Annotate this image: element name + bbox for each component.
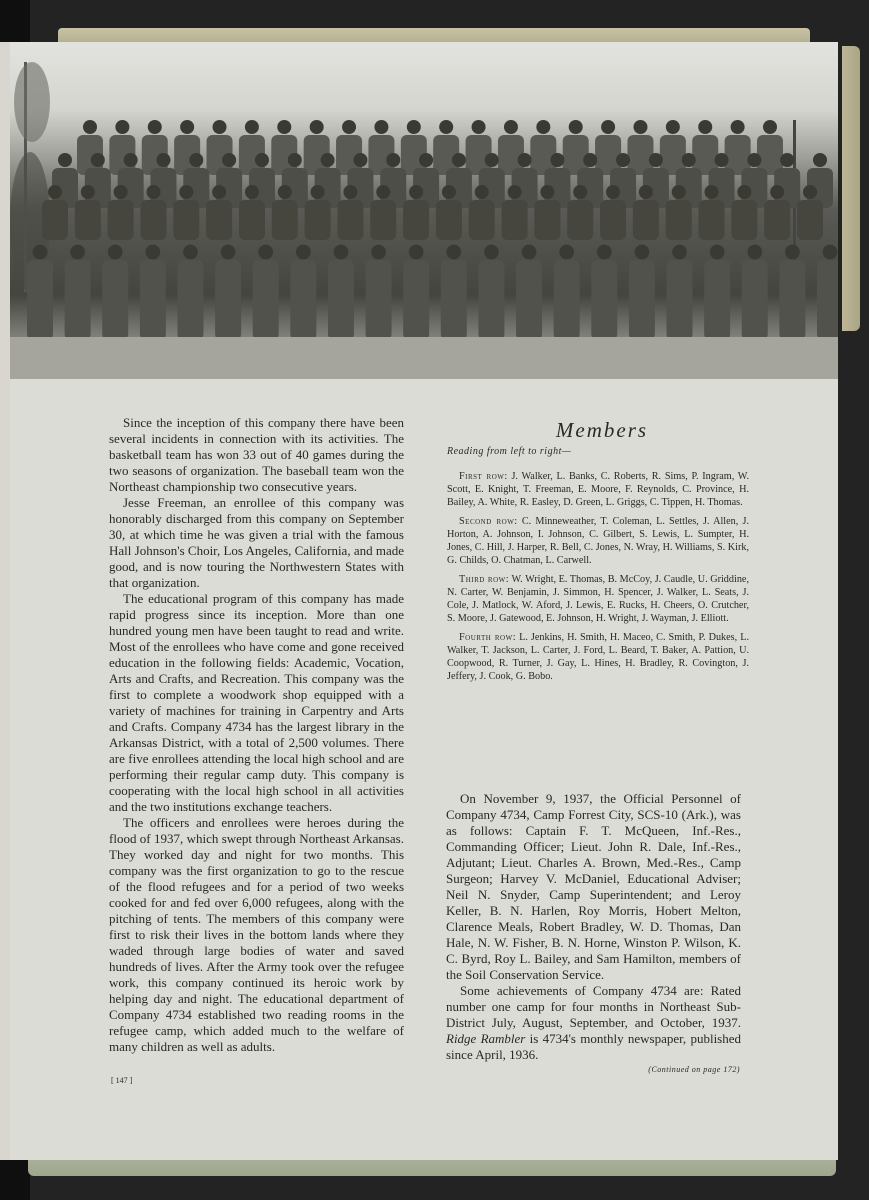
soldier-head bbox=[540, 185, 554, 199]
soldier-body bbox=[328, 260, 354, 340]
soldier-head bbox=[419, 153, 433, 167]
soldier-head bbox=[310, 120, 324, 134]
member-row-third bbox=[447, 573, 749, 625]
soldier-head bbox=[484, 245, 499, 260]
soldier-head bbox=[522, 245, 537, 260]
soldier-head bbox=[409, 245, 424, 260]
soldier-body bbox=[629, 260, 655, 340]
soldier-head bbox=[446, 245, 461, 260]
soldier-head bbox=[288, 153, 302, 167]
soldier-body bbox=[436, 200, 462, 240]
soldier-head bbox=[115, 120, 129, 134]
soldier-head bbox=[386, 153, 400, 167]
soldier-head bbox=[48, 185, 62, 199]
achievements-text-end: is 4734's monthly newspaper, published since April, 1936. bbox=[446, 1031, 742, 1062]
soldier-head bbox=[504, 120, 518, 134]
soldier-head bbox=[747, 153, 761, 167]
soldier-body bbox=[65, 260, 91, 340]
members-heading: Members bbox=[555, 418, 649, 442]
soldier-body bbox=[108, 200, 134, 240]
soldier-head bbox=[221, 245, 236, 260]
soldier-body bbox=[140, 200, 166, 240]
soldier-head bbox=[518, 153, 532, 167]
soldier-head bbox=[569, 120, 583, 134]
paragraph-jesse-freeman: Jesse Freeman, an enrollee of this company was honorably discharged from this company on September 30, at which time he was given a trial with the famous Hall Johnson's Choir, Los Angeles, California, and made good, and is now touring the Northwestern States with that organization. bbox=[109, 495, 405, 590]
soldier-body bbox=[817, 260, 838, 340]
soldier-head bbox=[442, 185, 456, 199]
soldier-body bbox=[534, 200, 560, 240]
right-text-column bbox=[446, 791, 741, 1063]
soldier-body bbox=[502, 200, 528, 240]
paragraph-personnel: On November 9, 1937, the Official Personnel of Company 4734, Camp Forrest City, SCS-10 (Ark.), was as follows: Captain F. T. McQueen, Inf.-Res., Commanding Officer; Lieut. John R. Dale, Inf.-Res., Adjutant; Lieut. Charles A. Brown, Med.-Res., Camp Surgeon; Harvey V. McDaniel, Educational Adviser; Neil N. Snyder, Camp Superintendent; and Leroy Keller, B. N. Harlen, Roy Morris, Hobert Melton, Clarence Meals, Robert Bradley, W. D. Thomas, Dan Hale, N. W. Fisher, B. N. Horne, Winston P. Wilson, K. C. Byrd, Roy L. Bailey, and Sam Hamilton, members of the Soil Conservation Service. bbox=[446, 791, 741, 982]
soldier-head bbox=[763, 120, 777, 134]
page-edge-top bbox=[58, 28, 810, 42]
soldier-body bbox=[764, 200, 790, 240]
achievements-text: Some achievements of Company 4734 are: Rated number one camp for four months in Northeast Sub-District July, August, September, and October, 1937. bbox=[446, 983, 741, 1030]
soldier-body bbox=[742, 260, 768, 340]
soldier-head bbox=[212, 185, 226, 199]
soldier-head bbox=[70, 245, 85, 260]
soldier-head bbox=[639, 185, 653, 199]
soldier-body bbox=[516, 260, 542, 340]
soldier-head bbox=[58, 153, 72, 167]
soldier-head bbox=[81, 185, 95, 199]
soldier-head bbox=[710, 245, 725, 260]
members-list bbox=[447, 470, 749, 689]
soldier-head bbox=[245, 120, 259, 134]
soldier-head bbox=[342, 120, 356, 134]
row-names: C. Minneweather, T. Coleman, L. Settles, J. Allen, J. Horton, A. Johnson, I. Johnson, C. Gilbert, S. Lewis, L. Sumpter, H. Jones, C. Hill, J. Harper, R. Bell, C. Jones, N. Wray, H. Williams, S. Kirk, G. Childs, O. Chatman, L. Carwell. bbox=[447, 516, 749, 566]
soldier-head bbox=[91, 153, 105, 167]
soldier-body bbox=[140, 260, 166, 340]
soldier-head bbox=[635, 245, 650, 260]
soldier-head bbox=[770, 185, 784, 199]
soldier-body bbox=[75, 200, 101, 240]
soldier-head bbox=[124, 153, 138, 167]
soldier-body bbox=[667, 260, 693, 340]
soldier-body bbox=[666, 200, 692, 240]
soldier-head bbox=[277, 120, 291, 134]
soldier-head bbox=[780, 153, 794, 167]
soldier-body bbox=[42, 200, 68, 240]
soldier-body bbox=[441, 260, 467, 340]
soldier-body bbox=[633, 200, 659, 240]
soldier-head bbox=[672, 245, 687, 260]
soldier-head bbox=[682, 153, 696, 167]
reading-note: Reading from left to right— bbox=[447, 446, 572, 457]
soldier-body bbox=[731, 200, 757, 240]
soldier-body bbox=[366, 260, 392, 340]
group-photo bbox=[10, 42, 838, 379]
soldier-head bbox=[371, 245, 386, 260]
row-names: J. Walker, L. Banks, C. Roberts, R. Sims, P. Ingram, W. Scott, E. Knight, T. Freeman, E. Moore, F. Reynolds, C. Province, H. Bailey, A. White, R. Easley, D. Green, L. Griggs, C. Tippen, H. Thomas. bbox=[447, 471, 750, 508]
row-label: Third row: bbox=[459, 574, 510, 585]
newspaper-name: Ridge Rambler bbox=[446, 1031, 526, 1046]
soldier-head bbox=[666, 120, 680, 134]
soldier-head bbox=[813, 153, 827, 167]
soldier-head bbox=[715, 153, 729, 167]
ground bbox=[10, 337, 838, 379]
soldier-head bbox=[747, 245, 762, 260]
soldier-body bbox=[699, 200, 725, 240]
row-names: W. Wright, E. Thomas, B. McCoy, J. Caudle, U. Griddine, N. Carter, W. Benjamin, J. Simmon, H. Spencer, J. Walker, L. Seats, J. Cole, J. Matlock, W. Aford, J. Lewis, E. Rucks, H. Cheers, O. Crutcher, S. Moore, J. Gatewood, E. Johnson, H. Wright, J. Wayman, J. Elliott. bbox=[447, 574, 749, 624]
row-label: First row: bbox=[459, 471, 508, 482]
page-number: [ 147 ] bbox=[111, 1076, 133, 1085]
soldier-head bbox=[803, 185, 817, 199]
soldier-head bbox=[601, 120, 615, 134]
soldier-body bbox=[253, 260, 279, 340]
soldier-head bbox=[823, 245, 838, 260]
soldier-head bbox=[705, 185, 719, 199]
soldier-head bbox=[407, 120, 421, 134]
soldier-head bbox=[146, 185, 160, 199]
soldier-head bbox=[597, 245, 612, 260]
soldier-head bbox=[452, 153, 466, 167]
soldier-body bbox=[478, 260, 504, 340]
page-edge-right bbox=[842, 46, 860, 331]
soldier-head bbox=[536, 120, 550, 134]
soldier-body bbox=[173, 200, 199, 240]
soldier-head bbox=[108, 245, 123, 260]
soldier-head bbox=[737, 185, 751, 199]
soldier-head bbox=[672, 185, 686, 199]
soldier-head bbox=[114, 185, 128, 199]
soldier-body bbox=[305, 200, 331, 240]
member-row-second bbox=[447, 515, 749, 567]
row-label: Fourth row: bbox=[459, 632, 517, 643]
soldier-head bbox=[183, 245, 198, 260]
soldier-head bbox=[633, 120, 647, 134]
soldier-head bbox=[616, 153, 630, 167]
soldier-body bbox=[469, 200, 495, 240]
paragraph-education: The educational program of this company has made rapid progress since its inception. More than one hundred young men have been taught to read and write. Most of the enrollees who have come and gone received education in the following fields: Academic, Vocation, Arts and Crafts, and Recreation. This company was the first to complete a woodwork shop equipped with a variety of machines for training in Carpentry and Arts and Crafts. Company 4734 has the largest library in the Arkansas District, with a total of 2,500 volumes. There are five enrollees attending the local high school and are performing their regular camp duty. This company is cooperating with the local high school in all activities and the two institutions exchange teachers. bbox=[109, 591, 404, 814]
soldier-body bbox=[290, 260, 316, 340]
soldier-body bbox=[177, 260, 203, 340]
left-text-column bbox=[109, 415, 404, 1055]
soldier-body bbox=[239, 200, 265, 240]
paragraph-sports: Since the inception of this company there have been several incidents in connection with its activities. The basketball team has won 33 out of 40 games during the two seasons of organization. The baseball team won the Northeast championship two consecutive years. bbox=[109, 415, 404, 494]
soldier-head bbox=[245, 185, 259, 199]
soldier-head bbox=[606, 185, 620, 199]
soldier-head bbox=[255, 153, 269, 167]
soldier-head bbox=[296, 245, 311, 260]
soldier-body bbox=[779, 260, 805, 340]
soldier-head bbox=[550, 153, 564, 167]
soldier-head bbox=[472, 120, 486, 134]
soldier-head bbox=[508, 185, 522, 199]
soldier-head bbox=[334, 245, 349, 260]
soldier-head bbox=[573, 185, 587, 199]
soldier-head bbox=[146, 245, 161, 260]
soldier-body bbox=[591, 260, 617, 340]
member-row-first bbox=[447, 470, 749, 509]
soldier-head bbox=[179, 185, 193, 199]
soldier-head bbox=[559, 245, 574, 260]
soldier-body bbox=[27, 260, 53, 340]
soldier-head bbox=[353, 153, 367, 167]
page-edge-bottom bbox=[28, 1160, 836, 1176]
soldier-body bbox=[797, 200, 823, 240]
group-photo-illustration bbox=[10, 42, 838, 379]
soldier-head bbox=[343, 185, 357, 199]
soldier-head bbox=[649, 153, 663, 167]
soldier-head bbox=[148, 120, 162, 134]
soldier-head bbox=[374, 120, 388, 134]
soldier-head bbox=[258, 245, 273, 260]
soldier-head bbox=[33, 245, 48, 260]
soldier-head bbox=[409, 185, 423, 199]
paragraph-achievements bbox=[446, 983, 741, 1063]
soldiers-group bbox=[27, 120, 838, 340]
soldier-head bbox=[439, 120, 453, 134]
soldier-head bbox=[785, 245, 800, 260]
soldier-body bbox=[403, 260, 429, 340]
soldier-body bbox=[215, 260, 241, 340]
soldier-head bbox=[376, 185, 390, 199]
soldier-body bbox=[567, 200, 593, 240]
soldier-head bbox=[180, 120, 194, 134]
soldier-body bbox=[337, 200, 363, 240]
row-names: L. Jenkins, H. Smith, H. Maceo, C. Smith, P. Dukes, L. Walker, T. Jackson, L. Carter, J. Ford, L. Beard, T. Baker, A. Pattion, U. Coopwood, R. Turner, J. Gay, L. Hines, H. Bradley, R. Covington, J. Jeffery, J. Cook, G. Bobo. bbox=[447, 632, 749, 682]
soldier-body bbox=[554, 260, 580, 340]
soldier-body bbox=[600, 200, 626, 240]
member-row-fourth bbox=[447, 631, 749, 683]
soldier-head bbox=[222, 153, 236, 167]
soldier-head bbox=[583, 153, 597, 167]
soldier-head bbox=[278, 185, 292, 199]
paragraph-flood: The officers and enrollees were heroes during the flood of 1937, which swept through Northeast Arkansas. They worked day and night for two months. This company was the first organization to go to the rescue of the flood refugees and for a period of two weeks cooked for and fed over 6,000 refugees, along with the pitching of tents. The members of this company were first to risk their lives in the bottom lands where they waded through large bodies of water and saved hundreds of lives. After the Army took over the refugee work, this company continued its heroic work by helping day and night. The educational department of Company 4734 established two reading rooms in the refugee camp, which added much to the welfare of many children as well as adults. bbox=[109, 815, 404, 1054]
row-label: Second row: bbox=[459, 516, 518, 527]
soldier-head bbox=[311, 185, 325, 199]
soldier-head bbox=[213, 120, 227, 134]
soldier-body bbox=[272, 200, 298, 240]
soldier-body bbox=[370, 200, 396, 240]
soldier-head bbox=[698, 120, 712, 134]
soldier-head bbox=[156, 153, 170, 167]
soldier-head bbox=[321, 153, 335, 167]
soldier-head bbox=[731, 120, 745, 134]
soldier-head bbox=[475, 185, 489, 199]
soldier-body bbox=[704, 260, 730, 340]
soldier-body bbox=[102, 260, 128, 340]
soldier-head bbox=[83, 120, 97, 134]
soldier-head bbox=[189, 153, 203, 167]
soldier-head bbox=[485, 153, 499, 167]
continued-note: (Continued on page 172) bbox=[648, 1065, 740, 1074]
soldier-body bbox=[403, 200, 429, 240]
soldier-body bbox=[206, 200, 232, 240]
